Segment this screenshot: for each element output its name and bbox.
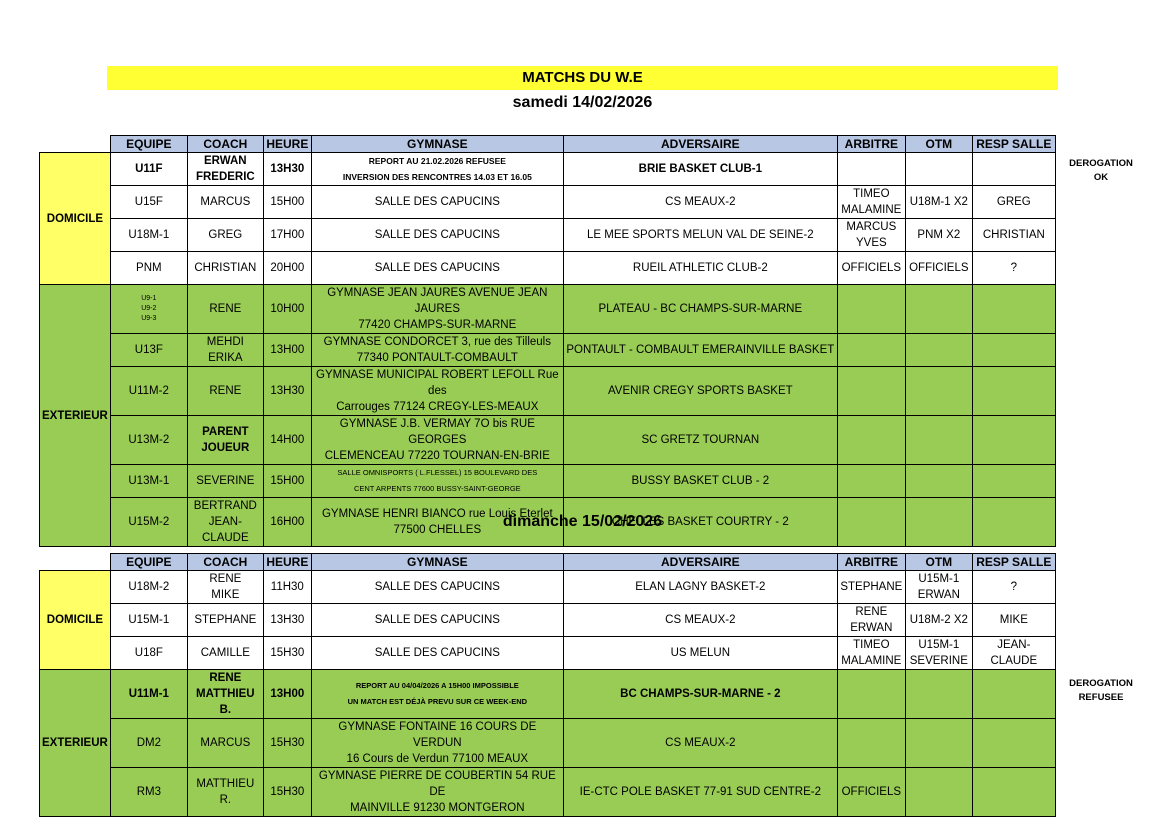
gymnase-line: GYMNASE CONDORCET 3, rue des Tilleuls bbox=[323, 336, 551, 348]
heure-cell: 13H00 bbox=[263, 670, 311, 719]
arbitre-cell bbox=[837, 367, 905, 416]
equipe-cell: PNM bbox=[110, 252, 187, 285]
gymnase-cell bbox=[311, 367, 563, 416]
otm-cell bbox=[905, 719, 972, 768]
coach-line: MATTHIEU B. bbox=[196, 688, 255, 716]
heure-cell: 11H30 bbox=[263, 571, 311, 604]
adversaire-cell: US MELUN bbox=[563, 637, 837, 670]
coach-cell bbox=[187, 334, 263, 367]
heure-cell: 17H00 bbox=[263, 219, 311, 252]
domicile-label: DOMICILE bbox=[40, 571, 111, 670]
resp-cell bbox=[972, 465, 1055, 498]
blank-header bbox=[40, 136, 111, 153]
otm-cell bbox=[905, 416, 972, 465]
coach-cell bbox=[187, 416, 263, 465]
gymnase-line: Carrouges 77124 CREGY-LES-MEAUX bbox=[336, 401, 539, 413]
gymnase-line: 16 Cours de Verdun 77100 MEAUX bbox=[346, 753, 529, 765]
otm-cell bbox=[905, 334, 972, 367]
arbitre-line: MALAMINE bbox=[841, 204, 902, 216]
table-row bbox=[40, 285, 1056, 334]
arbitre-cell bbox=[837, 219, 905, 252]
coach-line: ERWAN bbox=[204, 155, 247, 167]
arbitre-line: MARCUS bbox=[846, 221, 897, 233]
adversaire-cell: RUEIL ATHLETIC CLUB-2 bbox=[563, 252, 837, 285]
gymnase-line: REPORT AU 21.02.2026 REFUSEE bbox=[368, 156, 506, 166]
adversaire-cell: LE MEE SPORTS MELUN VAL DE SEINE-2 bbox=[563, 219, 837, 252]
gymnase-cell bbox=[311, 768, 563, 817]
heure-cell: 13H30 bbox=[263, 604, 311, 637]
arbitre-cell: STEPHANE bbox=[837, 571, 905, 604]
heure-cell: 15H00 bbox=[263, 465, 311, 498]
col-adversaire: ADVERSAIRE bbox=[563, 136, 837, 153]
col-adversaire: ADVERSAIRE bbox=[563, 554, 837, 571]
coach-cell bbox=[187, 571, 263, 604]
arbitre-cell bbox=[837, 719, 905, 768]
gymnase-line: CENT ARPENTS 77600 BUSSY-SAINT-GEORGE bbox=[353, 484, 521, 493]
arbitre-line: MALAMINE bbox=[841, 655, 902, 667]
equipe-cell: U11M-1 bbox=[110, 670, 187, 719]
gymnase-cell: SALLE DES CAPUCINS bbox=[311, 219, 563, 252]
table-row bbox=[40, 670, 1056, 719]
otm-cell bbox=[905, 571, 972, 604]
equipe-line: U9-3 bbox=[141, 315, 157, 322]
arbitre-cell bbox=[837, 153, 905, 186]
col-arbitre: ARBITRE bbox=[837, 554, 905, 571]
coach-line: MIKE bbox=[211, 589, 240, 601]
table-row bbox=[40, 768, 1056, 817]
gymnase-cell: SALLE DES CAPUCINS bbox=[311, 186, 563, 219]
derogation-note bbox=[1062, 677, 1140, 705]
coach-cell: GREG bbox=[187, 219, 263, 252]
arbitre-line: RENE bbox=[855, 606, 888, 618]
coach-line: ERIKA bbox=[208, 352, 243, 364]
col-heure: HEURE bbox=[263, 136, 311, 153]
coach-line: MEHDI bbox=[206, 336, 244, 348]
table-row bbox=[40, 719, 1056, 768]
resp-cell: ? bbox=[972, 252, 1055, 285]
gymnase-line: 77340 PONTAULT-COMBAULT bbox=[356, 352, 518, 364]
equipe-cell: U15F bbox=[110, 186, 187, 219]
otm-cell: OFFICIELS bbox=[905, 252, 972, 285]
equipe-cell: U18M-1 bbox=[110, 219, 187, 252]
adversaire-cell: IE-CTC POLE BASKET 77-91 SUD CENTRE-2 bbox=[563, 768, 837, 817]
adversaire-cell: PONTAULT - COMBAULT EMERAINVILLE BASKET bbox=[563, 334, 837, 367]
col-gymnase: GYMNASE bbox=[311, 136, 563, 153]
equipe-line: U9-2 bbox=[141, 305, 157, 312]
heure-cell: 15H00 bbox=[263, 186, 311, 219]
col-otm: OTM bbox=[905, 136, 972, 153]
resp-cell bbox=[972, 153, 1055, 186]
gymnase-line: CLEMENCEAU 77220 TOURNAN-EN-BRIE bbox=[324, 450, 550, 462]
equipe-cell: RM3 bbox=[110, 768, 187, 817]
equipe-cell: U15M-1 bbox=[110, 604, 187, 637]
gymnase-line: GYMNASE PIERRE DE COUBERTIN 54 RUE DE bbox=[318, 770, 556, 798]
exterieur-label: EXTERIEUR bbox=[40, 670, 111, 817]
resp-cell: MIKE bbox=[972, 604, 1055, 637]
gymnase-cell: SALLE DES CAPUCINS bbox=[311, 571, 563, 604]
heure-cell: 16H00 bbox=[263, 498, 311, 547]
coach-cell: RENE bbox=[187, 285, 263, 334]
blank-header bbox=[40, 554, 111, 571]
gymnase-line: REPORT AU 04/04/2026 A 15H00 IMPOSSIBLE bbox=[355, 681, 519, 690]
note-line: DEROGATION bbox=[1069, 678, 1133, 689]
otm-cell bbox=[905, 367, 972, 416]
col-arbitre: ARBITRE bbox=[837, 136, 905, 153]
table-row bbox=[40, 604, 1056, 637]
col-gymnase: GYMNASE bbox=[311, 554, 563, 571]
derogation-note bbox=[1062, 157, 1140, 185]
arbitre-cell bbox=[837, 670, 905, 719]
arbitre-line: TIMEO bbox=[853, 188, 890, 200]
coach-line: FREDERIC bbox=[195, 171, 255, 183]
gymnase-line: GYMNASE HENRI BIANCO rue Louis Eterlet bbox=[321, 508, 553, 520]
arbitre-cell bbox=[837, 604, 905, 637]
heure-cell: 13H30 bbox=[263, 153, 311, 186]
resp-cell: GREG bbox=[972, 186, 1055, 219]
heure-cell: 14H00 bbox=[263, 416, 311, 465]
table-row bbox=[40, 186, 1056, 219]
coach-cell: MARCUS bbox=[187, 719, 263, 768]
gymnase-line: GYMNASE FONTAINE 16 COURS DE VERDUN bbox=[338, 721, 537, 749]
heure-cell: 15H30 bbox=[263, 637, 311, 670]
gymnase-line: SALLE OMNISPORTS ( L.FLESSEL) 15 BOULEVARD DES bbox=[337, 468, 538, 477]
col-equipe: EQUIPE bbox=[110, 554, 187, 571]
header-row bbox=[40, 554, 1056, 571]
gymnase-line: INVERSION DES RENCONTRES 14.03 ET 16.05 bbox=[342, 172, 532, 182]
gymnase-cell bbox=[311, 334, 563, 367]
table-row bbox=[40, 637, 1056, 670]
gymnase-cell bbox=[311, 153, 563, 186]
coach-cell bbox=[187, 670, 263, 719]
otm-cell bbox=[905, 153, 972, 186]
coach-cell: CAMILLE bbox=[187, 637, 263, 670]
coach-cell: MARCUS bbox=[187, 186, 263, 219]
adversaire-cell: CHELLES BASKET COURTRY - 2 bbox=[563, 498, 837, 547]
adversaire-cell: ELAN LAGNY BASKET-2 bbox=[563, 571, 837, 604]
coach-cell: CHRISTIAN bbox=[187, 252, 263, 285]
day1-title: samedi 14/02/2026 bbox=[512, 94, 653, 111]
equipe-cell: U15M-2 bbox=[110, 498, 187, 547]
gymnase-cell bbox=[311, 465, 563, 498]
coach-line: RENE bbox=[209, 573, 242, 585]
arbitre-cell bbox=[837, 186, 905, 219]
equipe-cell: U11M-2 bbox=[110, 367, 187, 416]
adversaire-cell: SC GRETZ TOURNAN bbox=[563, 416, 837, 465]
main-title: MATCHS DU W.E bbox=[107, 66, 1058, 90]
equipe-cell: U13F bbox=[110, 334, 187, 367]
equipe-cell bbox=[110, 285, 187, 334]
gymnase-line: 77420 CHAMPS-SUR-MARNE bbox=[358, 319, 517, 331]
table-row bbox=[40, 367, 1056, 416]
equipe-cell: U13M-2 bbox=[110, 416, 187, 465]
note-line: DEROGATION bbox=[1069, 158, 1133, 169]
sunday-schedule-table bbox=[39, 553, 1056, 817]
table-row bbox=[40, 334, 1056, 367]
coach-cell: MATTHIEU R. bbox=[187, 768, 263, 817]
col-coach: COACH bbox=[187, 554, 263, 571]
gymnase-cell bbox=[311, 719, 563, 768]
adversaire-cell: PLATEAU - BC CHAMPS-SUR-MARNE bbox=[563, 285, 837, 334]
equipe-line: U9-1 bbox=[141, 295, 157, 302]
arbitre-cell bbox=[837, 334, 905, 367]
gymnase-cell bbox=[311, 670, 563, 719]
coach-cell: SEVERINE bbox=[187, 465, 263, 498]
heure-cell: 13H00 bbox=[263, 334, 311, 367]
resp-cell bbox=[972, 334, 1055, 367]
adversaire-cell: BC CHAMPS-SUR-MARNE - 2 bbox=[563, 670, 837, 719]
resp-cell bbox=[972, 367, 1055, 416]
note-line: OK bbox=[1093, 172, 1109, 183]
gymnase-cell bbox=[311, 416, 563, 465]
resp-cell: JEAN-CLAUDE bbox=[972, 637, 1055, 670]
arbitre-cell bbox=[837, 637, 905, 670]
coach-line: PARENT bbox=[202, 426, 249, 438]
table-row bbox=[40, 153, 1056, 186]
otm-cell bbox=[905, 465, 972, 498]
arbitre-cell bbox=[837, 285, 905, 334]
domicile-label: DOMICILE bbox=[40, 153, 111, 285]
coach-cell bbox=[187, 153, 263, 186]
table-row bbox=[40, 416, 1056, 465]
table-row bbox=[40, 219, 1056, 252]
resp-cell bbox=[972, 768, 1055, 817]
gymnase-cell: SALLE DES CAPUCINS bbox=[311, 637, 563, 670]
otm-cell bbox=[905, 670, 972, 719]
adversaire-cell: BUSSY BASKET CLUB - 2 bbox=[563, 465, 837, 498]
otm-cell: U18M-1 X2 bbox=[905, 186, 972, 219]
resp-cell bbox=[972, 416, 1055, 465]
col-coach: COACH bbox=[187, 136, 263, 153]
otm-line: U15M-1 bbox=[918, 639, 960, 651]
gymnase-line: GYMNASE JEAN JAURES AVENUE JEAN JAURES bbox=[327, 287, 548, 315]
table-row bbox=[40, 252, 1056, 285]
coach-line: BERTRAND bbox=[193, 500, 257, 512]
note-line: REFUSEE bbox=[1078, 692, 1124, 703]
otm-cell bbox=[905, 285, 972, 334]
equipe-cell: U11F bbox=[110, 153, 187, 186]
equipe-cell: U18F bbox=[110, 637, 187, 670]
arbitre-line: YVES bbox=[855, 237, 887, 249]
arbitre-line: TIMEO bbox=[853, 639, 890, 651]
heure-cell: 15H30 bbox=[263, 719, 311, 768]
table-row bbox=[40, 571, 1056, 604]
resp-cell bbox=[972, 285, 1055, 334]
col-heure: HEURE bbox=[263, 554, 311, 571]
equipe-cell: U13M-1 bbox=[110, 465, 187, 498]
gymnase-line: MAINVILLE 91230 MONTGERON bbox=[350, 802, 525, 814]
arbitre-cell: OFFICIELS bbox=[837, 768, 905, 817]
adversaire-cell: BRIE BASKET CLUB-1 bbox=[563, 153, 837, 186]
resp-cell bbox=[972, 670, 1055, 719]
otm-line: ERWAN bbox=[917, 589, 960, 601]
otm-cell: PNM X2 bbox=[905, 219, 972, 252]
otm-cell bbox=[905, 768, 972, 817]
resp-cell bbox=[972, 719, 1055, 768]
arbitre-cell: OFFICIELS bbox=[837, 252, 905, 285]
otm-line: U15M-1 bbox=[918, 573, 960, 585]
header-row bbox=[40, 136, 1056, 153]
resp-cell: ? bbox=[972, 571, 1055, 604]
coach-line: JOUEUR bbox=[201, 442, 250, 454]
saturday-schedule-table bbox=[39, 135, 1056, 547]
adversaire-cell: CS MEAUX-2 bbox=[563, 186, 837, 219]
gymnase-line: UN MATCH EST DÉJÀ PREVU SUR CE WEEK-END bbox=[347, 697, 528, 706]
equipe-cell: U18M-2 bbox=[110, 571, 187, 604]
gymnase-cell bbox=[311, 285, 563, 334]
arbitre-cell bbox=[837, 416, 905, 465]
otm-cell bbox=[905, 637, 972, 670]
adversaire-cell: CS MEAUX-2 bbox=[563, 719, 837, 768]
coach-line: RENE bbox=[209, 672, 242, 684]
col-resp-salle: RESP SALLE bbox=[972, 554, 1055, 571]
table-row bbox=[40, 465, 1056, 498]
col-equipe: EQUIPE bbox=[110, 136, 187, 153]
gymnase-line: GYMNASE J.B. VERMAY 7O bis RUE GEORGES bbox=[339, 418, 535, 446]
heure-cell: 13H30 bbox=[263, 367, 311, 416]
equipe-cell: DM2 bbox=[110, 719, 187, 768]
heure-cell: 10H00 bbox=[263, 285, 311, 334]
heure-cell: 20H00 bbox=[263, 252, 311, 285]
col-otm: OTM bbox=[905, 554, 972, 571]
resp-cell: CHRISTIAN bbox=[972, 219, 1055, 252]
coach-cell: STEPHANE bbox=[187, 604, 263, 637]
gymnase-line: GYMNASE MUNICIPAL ROBERT LEFOLL Rue des bbox=[316, 369, 559, 397]
coach-cell: RENE bbox=[187, 367, 263, 416]
coach-line: JEAN-CLAUDE bbox=[202, 516, 249, 544]
adversaire-cell: AVENIR CREGY SPORTS BASKET bbox=[563, 367, 837, 416]
otm-line: SEVERINE bbox=[909, 655, 968, 667]
heure-cell: 15H30 bbox=[263, 768, 311, 817]
arbitre-line: ERWAN bbox=[850, 622, 893, 634]
col-resp-salle: RESP SALLE bbox=[972, 136, 1055, 153]
gymnase-line: 77500 CHELLES bbox=[393, 524, 482, 536]
exterieur-label: EXTERIEUR bbox=[40, 285, 111, 547]
gymnase-cell: SALLE DES CAPUCINS bbox=[311, 252, 563, 285]
otm-cell: U18M-2 X2 bbox=[905, 604, 972, 637]
day2-title: dimanche 15/02/2026 bbox=[502, 513, 663, 530]
adversaire-cell: CS MEAUX-2 bbox=[563, 604, 837, 637]
arbitre-cell bbox=[837, 465, 905, 498]
gymnase-cell: SALLE DES CAPUCINS bbox=[311, 604, 563, 637]
